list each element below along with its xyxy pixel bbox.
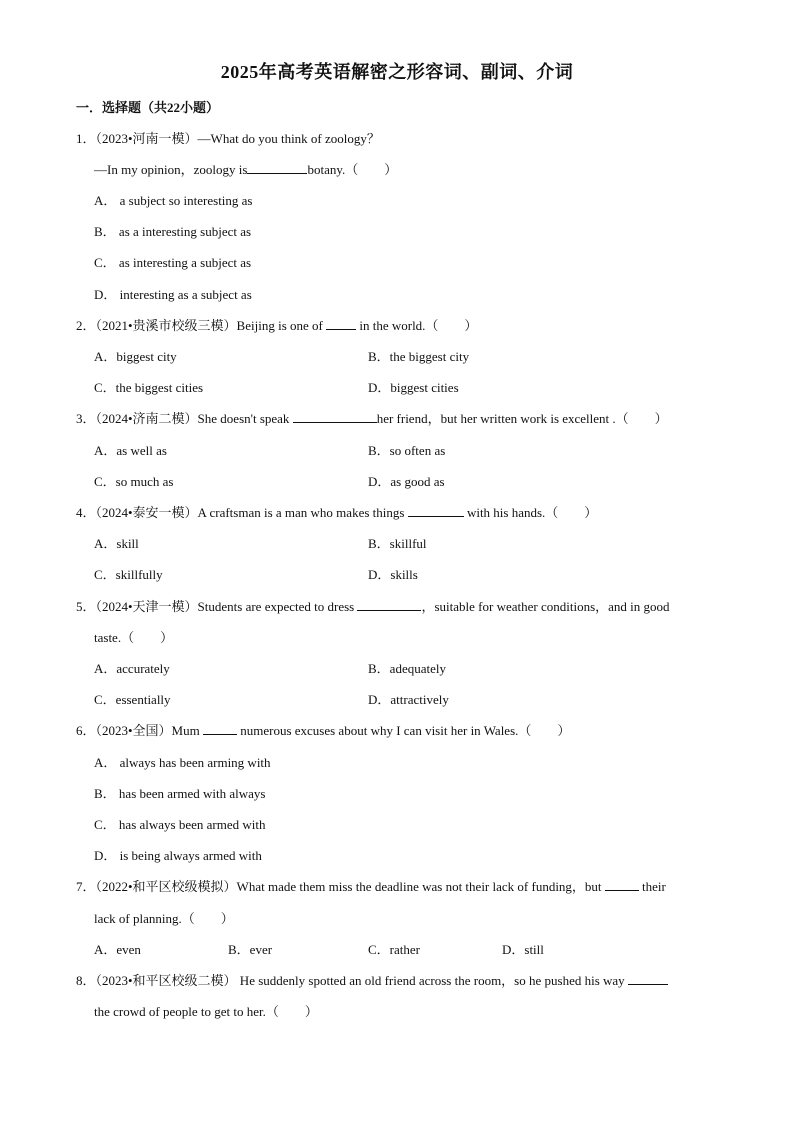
- question-7-line2: lack of planning.（ ）: [94, 911, 234, 926]
- question-6-option-d: D． is being always armed with: [94, 848, 262, 863]
- question-1-line2: —In my opinion，zoology is botany.（ ）: [94, 162, 398, 177]
- question-4-option-d: D．skills: [368, 567, 418, 582]
- answer-blank: [203, 722, 237, 735]
- question-1-option-b: B． as a interesting subject as: [94, 224, 252, 239]
- question-5-stem: 5．（2024•天津一模）Students are expected to dress ，suitable for weather conditions，and in good: [76, 599, 670, 614]
- answer-blank: [628, 972, 668, 985]
- question-5-option-a: A．accurately: [94, 661, 170, 676]
- answer-blank: [247, 161, 307, 174]
- question-3-option-a: A．as well as: [94, 443, 167, 458]
- question-7-option-b: B．ever: [228, 942, 273, 957]
- question-5-option-b: B．adequately: [368, 661, 446, 676]
- question-1-option-a: A． a subject so interesting as: [94, 193, 253, 208]
- answer-blank: [293, 410, 377, 423]
- question-5-option-c: C．essentially: [94, 692, 171, 707]
- question-3-option-b: B．so often as: [368, 443, 446, 458]
- question-4-option-b: B．skillful: [368, 536, 427, 551]
- question-6-stem: 6．（2023•全国）Mum numerous excuses about why I can visit her in Wales.（ ）: [76, 723, 571, 738]
- question-5-option-d: D．attractively: [368, 692, 449, 707]
- question-3-option-c: C．so much as: [94, 474, 174, 489]
- question-2-option-a: A．biggest city: [94, 349, 177, 364]
- question-2-option-d: D．biggest cities: [368, 380, 459, 395]
- question-6-option-c: C． has always been armed with: [94, 817, 266, 832]
- question-2-option-c: C．the biggest cities: [94, 380, 204, 395]
- answer-blank: [605, 878, 639, 891]
- question-8-line2: the crowd of people to get to her.（ ）: [94, 1004, 318, 1019]
- question-4-option-a: A．skill: [94, 536, 139, 551]
- question-1-option-d: D． interesting as a subject as: [94, 287, 252, 302]
- question-8-stem: 8．（2023•和平区校级二模） He suddenly spotted an old friend across the room，so he pushed his way: [76, 972, 668, 990]
- question-6-option-a: A． always has been arming with: [94, 755, 271, 770]
- question-7-stem: 7．（2022•和平区校级模拟）What made them miss the deadline was not their lack of funding，but their: [76, 879, 666, 894]
- question-5-line2: taste.（ ）: [94, 630, 174, 645]
- question-6-option-b: B． has been armed with always: [94, 786, 266, 801]
- question-4-option-c: C．skillfully: [94, 567, 163, 582]
- question-7-option-a: A．even: [94, 942, 141, 957]
- answer-blank: [408, 504, 464, 517]
- question-1-stem: 1．（2023•河南一模）—What do you think of zoology？: [76, 131, 380, 146]
- document-title: 2025年高考英语解密之形容词、副词、介词: [220, 62, 574, 82]
- question-1-option-c: C． as interesting a subject as: [94, 255, 252, 270]
- section-heading: 一．选择题（共22小题）: [76, 100, 220, 115]
- question-2-stem: 2．（2021•贵溪市校级三模）Beijing is one of in the world.（ ）: [76, 318, 478, 333]
- answer-blank: [326, 317, 356, 330]
- question-4-stem: 4．（2024•泰安一模）A craftsman is a man who makes things with his hands.（ ）: [76, 505, 598, 520]
- question-2-option-b: B．the biggest city: [368, 349, 470, 364]
- question-7-option-c: C．rather: [368, 942, 420, 957]
- question-7-option-d: D．still: [502, 942, 544, 957]
- question-3-stem: 3．（2024•济南二模）She doesn't speak her friend，but her written work is excellent .（ ）: [76, 411, 668, 426]
- answer-blank: [357, 598, 421, 611]
- question-3-option-d: D．as good as: [368, 474, 445, 489]
